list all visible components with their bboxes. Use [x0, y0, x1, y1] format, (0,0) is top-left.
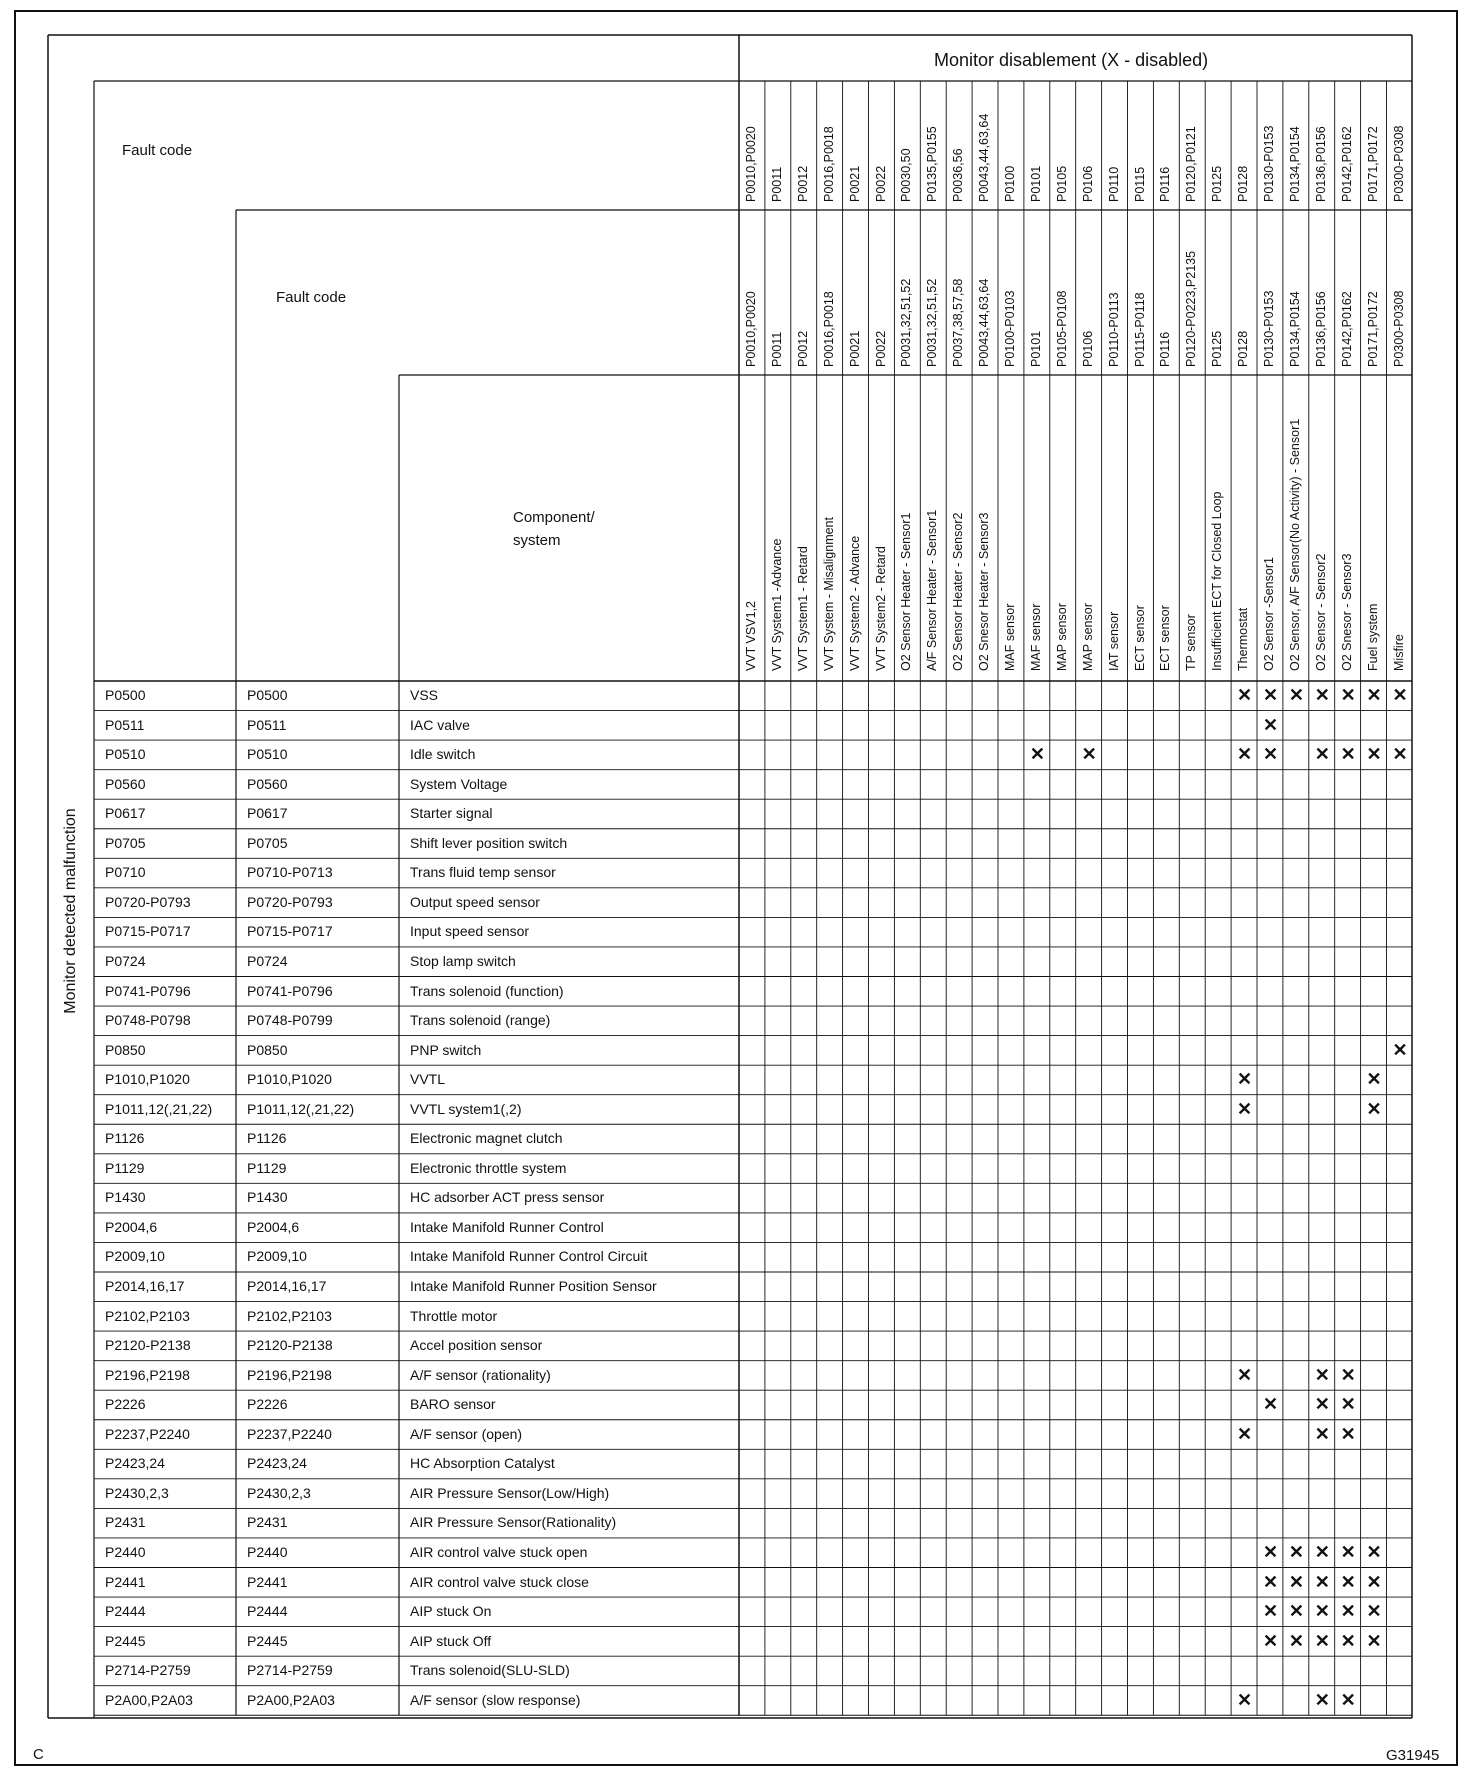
column-code-secondary: P0022 — [873, 330, 888, 367]
disabled-mark: ✕ — [1262, 1571, 1279, 1592]
row-fault-code-detail: P1129 — [247, 1159, 287, 1176]
fault-code-header-1: Fault code — [122, 142, 193, 159]
column-code-secondary: P0012 — [795, 330, 810, 367]
disabled-mark: ✕ — [1366, 1541, 1382, 1562]
row-fault-code-detail: P2226 — [247, 1396, 288, 1413]
row-fault-code-detail: P0510 — [247, 746, 288, 763]
row-component-name: VVTL — [410, 1071, 446, 1088]
row-fault-code-detail: P0741-P0796 — [247, 982, 333, 999]
disabled-mark: ✕ — [1237, 1689, 1253, 1710]
row-component-name: Intake Manifold Runner Control Circuit — [410, 1248, 648, 1265]
disabled-mark: ✕ — [1237, 1423, 1253, 1444]
row-fault-code-detail: P1126 — [247, 1130, 287, 1147]
disabled-mark: ✕ — [1340, 1541, 1356, 1562]
column-code-secondary: P0120-P0223,P2135 — [1184, 250, 1199, 367]
disabled-mark: ✕ — [1366, 1069, 1382, 1090]
figure-frame — [14, 10, 1458, 1766]
row-fault-code: P2445 — [105, 1632, 146, 1649]
column-code-secondary: P0105-P0108 — [1054, 290, 1069, 367]
row-component-name: VSS — [410, 687, 439, 703]
column-component-name: O2 Snesor Heater - Sensor3 — [977, 512, 992, 671]
row-component-name: AIR Pressure Sensor(Low/High) — [410, 1484, 610, 1501]
row-fault-code-detail: P0705 — [247, 834, 288, 851]
column-code-primary: P0030,50 — [899, 148, 914, 202]
row-fault-code-detail: P0560 — [247, 775, 288, 792]
disabled-mark: ✕ — [1366, 1601, 1382, 1622]
row-fault-code: P2004,6 — [105, 1218, 158, 1235]
disabled-mark: ✕ — [1262, 714, 1279, 735]
row-fault-code-detail: P2014,16,17 — [247, 1278, 327, 1294]
disabled-mark: ✕ — [1340, 1394, 1356, 1415]
row-component-name: AIR Pressure Sensor(Rationality) — [410, 1514, 617, 1531]
row-fault-code: P2430,2,3 — [105, 1484, 169, 1501]
footer-section-letter: C — [33, 1746, 44, 1763]
column-code-secondary: P0136,P0156 — [1313, 291, 1328, 367]
row-fault-code-detail: P2237,P2240 — [247, 1425, 332, 1442]
row-fault-code: P0500 — [105, 687, 146, 703]
column-component-name: MAF sensor — [1028, 603, 1043, 671]
row-component-name: AIR control valve stuck close — [410, 1573, 589, 1590]
monitor-detected-malfunction-label: Monitor detected malfunction — [62, 808, 79, 1014]
column-component-name: O2 Sensor, A/F Sensor(No Activity) - Sensor1 — [1287, 418, 1302, 671]
disabled-mark: ✕ — [1314, 1689, 1330, 1710]
row-fault-code-detail: P0617 — [247, 805, 288, 822]
row-component-name: AIR control valve stuck open — [410, 1543, 588, 1560]
column-code-secondary: P0125 — [1210, 330, 1225, 367]
row-fault-code: P0560 — [105, 775, 146, 792]
disabled-mark: ✕ — [1237, 1364, 1253, 1385]
column-code-secondary: P0031,32,51,52 — [925, 278, 940, 367]
row-fault-code: P0720-P0793 — [105, 893, 191, 910]
column-code-primary: P0134,P0154 — [1287, 126, 1302, 202]
column-code-primary: P0021 — [847, 165, 862, 202]
row-fault-code: P2444 — [105, 1603, 146, 1620]
row-component-name: System Voltage — [410, 775, 508, 792]
fault-code-header-2: Fault code — [276, 289, 347, 306]
column-code-primary: P0142,P0162 — [1339, 126, 1354, 202]
disabled-mark: ✕ — [1366, 1571, 1382, 1592]
disabled-mark: ✕ — [1340, 1364, 1356, 1385]
column-component-name: ECT sensor — [1158, 605, 1173, 671]
row-fault-code-detail: P0850 — [247, 1041, 288, 1058]
row-fault-code: P0850 — [105, 1041, 146, 1058]
row-component-name: HC adsorber ACT press sensor — [410, 1189, 605, 1206]
row-component-name: Starter signal — [410, 805, 493, 822]
disabled-mark: ✕ — [1237, 1098, 1253, 1119]
disabled-mark: ✕ — [1288, 1571, 1304, 1592]
disabled-mark: ✕ — [1366, 1098, 1382, 1119]
disabled-mark: ✕ — [1314, 1630, 1330, 1651]
row-component-name: A/F sensor (open) — [410, 1425, 523, 1442]
row-component-name: Output speed sensor — [410, 893, 540, 910]
column-code-primary: P0100 — [1003, 165, 1017, 202]
column-component-name: VVT System1 -Advance — [769, 538, 784, 671]
monitor-disablement-title: Monitor disablement (X - disabled) — [934, 50, 1209, 70]
column-code-primary: P0115 — [1132, 166, 1147, 202]
disabled-mark: ✕ — [1392, 744, 1408, 765]
row-component-name: Intake Manifold Runner Position Sensor — [410, 1278, 657, 1294]
column-component-name: TP sensor — [1184, 614, 1199, 671]
column-code-secondary: P0016,P0018 — [821, 291, 836, 367]
row-component-name: Shift lever position switch — [410, 834, 568, 851]
column-component-name: Thermostat — [1236, 607, 1251, 671]
disabled-mark: ✕ — [1314, 1571, 1330, 1592]
row-fault-code-detail: P0715-P0717 — [247, 923, 333, 940]
row-component-name: Trans fluid temp sensor — [410, 864, 556, 881]
row-fault-code: P2440 — [105, 1543, 146, 1560]
column-component-name: VVT System2 - Retard — [873, 546, 888, 671]
row-component-name: Idle switch — [410, 746, 476, 763]
row-fault-code-detail: P1430 — [247, 1189, 288, 1206]
row-component-name: Accel position sensor — [410, 1337, 543, 1354]
column-code-secondary: P0101 — [1028, 330, 1043, 367]
row-fault-code: P2A00,P2A03 — [105, 1691, 193, 1708]
disabled-mark: ✕ — [1366, 1630, 1382, 1651]
column-code-primary: P0105 — [1054, 165, 1069, 202]
disabled-mark: ✕ — [1237, 1069, 1253, 1090]
disabled-mark: ✕ — [1314, 1601, 1330, 1622]
column-code-primary: P0135,P0155 — [925, 126, 940, 202]
column-component-name: O2 Sensor Heater - Sensor1 — [899, 512, 914, 671]
row-fault-code-detail: P2120-P2138 — [247, 1337, 333, 1354]
row-fault-code: P0715-P0717 — [105, 923, 191, 940]
row-fault-code: P2014,16,17 — [105, 1278, 185, 1294]
column-component-name: VVT System - Misalignment — [821, 517, 836, 671]
disabled-mark: ✕ — [1262, 1541, 1279, 1562]
disabled-mark: ✕ — [1314, 1394, 1330, 1415]
row-fault-code-detail: P2445 — [247, 1632, 288, 1649]
column-code-primary: P0106 — [1080, 165, 1095, 202]
row-fault-code-detail: P2423,24 — [247, 1455, 307, 1472]
disabled-mark: ✕ — [1262, 1630, 1279, 1651]
column-code-primary: P0136,P0156 — [1313, 126, 1328, 202]
disabled-mark: ✕ — [1288, 1630, 1304, 1651]
column-code-secondary: P0130-P0153 — [1262, 290, 1276, 367]
disabled-mark: ✕ — [1237, 744, 1253, 765]
row-fault-code-detail: P2444 — [247, 1603, 288, 1620]
row-fault-code: P2120-P2138 — [105, 1337, 191, 1354]
disabled-mark: ✕ — [1314, 685, 1330, 705]
column-code-primary: P0128 — [1236, 165, 1251, 202]
row-fault-code: P2237,P2240 — [105, 1425, 190, 1442]
column-code-primary: P0110 — [1106, 166, 1121, 202]
row-component-name: VVTL system1(,2) — [410, 1100, 522, 1117]
row-fault-code-detail: P1010,P1020 — [247, 1071, 332, 1088]
column-code-secondary: P0134,P0154 — [1287, 291, 1302, 367]
column-code-secondary: P0031,32,51,52 — [899, 278, 914, 367]
row-fault-code-detail: P0748-P0799 — [247, 1012, 333, 1029]
row-component-name: AIP stuck Off — [410, 1632, 492, 1649]
disabled-mark: ✕ — [1262, 744, 1279, 765]
column-code-primary: P0120,P0121 — [1184, 126, 1199, 202]
disabled-mark: ✕ — [1392, 685, 1408, 705]
row-fault-code: P0510 — [105, 746, 146, 763]
row-fault-code-detail: P2A00,P2A03 — [247, 1691, 335, 1708]
column-code-primary: P0016,P0018 — [821, 126, 836, 202]
row-component-name: Throttle motor — [410, 1307, 498, 1324]
row-fault-code-detail: P0710-P0713 — [247, 864, 333, 881]
row-component-name: Trans solenoid (function) — [410, 982, 564, 999]
column-code-secondary: P0100-P0103 — [1003, 290, 1017, 367]
column-code-primary: P0036,56 — [951, 148, 966, 202]
disabled-mark: ✕ — [1262, 1601, 1279, 1622]
row-fault-code-detail: P2430,2,3 — [247, 1484, 311, 1501]
column-component-name: O2 Sensor Heater - Sensor2 — [951, 512, 966, 671]
column-code-primary: P0101 — [1028, 165, 1043, 202]
column-code-secondary: P0115-P0118 — [1132, 292, 1147, 367]
column-code-secondary: P0011 — [769, 331, 784, 367]
row-fault-code-detail: P2440 — [247, 1543, 288, 1560]
row-component-name: Intake Manifold Runner Control — [410, 1218, 604, 1235]
column-code-secondary: P0128 — [1236, 330, 1251, 367]
row-fault-code: P1430 — [105, 1189, 146, 1206]
row-fault-code: P2431 — [105, 1514, 146, 1531]
disabled-mark: ✕ — [1029, 744, 1045, 765]
column-code-secondary: P0171,P0172 — [1365, 291, 1380, 367]
column-component-name: MAP sensor — [1080, 603, 1095, 671]
row-fault-code-detail: P0724 — [247, 952, 288, 969]
row-fault-code: P2714-P2759 — [105, 1662, 191, 1679]
column-component-name: IAT sensor — [1106, 611, 1121, 671]
row-fault-code: P2102,P2103 — [105, 1307, 190, 1324]
column-code-primary: P0011 — [769, 166, 784, 202]
disabled-mark: ✕ — [1366, 685, 1382, 705]
disabled-mark: ✕ — [1340, 1571, 1356, 1592]
row-component-name: BARO sensor — [410, 1396, 496, 1413]
row-fault-code: P1126 — [105, 1130, 145, 1147]
row-fault-code: P0705 — [105, 834, 146, 851]
column-component-name: MAP sensor — [1054, 603, 1069, 671]
row-component-name: Input speed sensor — [410, 923, 530, 940]
row-fault-code: P2226 — [105, 1396, 146, 1413]
disabled-mark: ✕ — [1314, 1541, 1330, 1562]
row-fault-code-detail: P0500 — [247, 687, 288, 703]
row-component-name: Electronic magnet clutch — [410, 1130, 563, 1147]
footer-figure-id: G31945 — [1386, 1747, 1440, 1764]
disabled-mark: ✕ — [1392, 1039, 1408, 1060]
column-component-name: O2 Sensor - Sensor2 — [1313, 553, 1328, 671]
disabled-mark: ✕ — [1314, 744, 1330, 765]
column-component-name: Misfire — [1391, 634, 1406, 671]
row-fault-code: P0710 — [105, 864, 146, 881]
row-fault-code-detail: P0511 — [247, 716, 287, 733]
row-fault-code: P0617 — [105, 805, 146, 822]
row-fault-code-detail: P2009,10 — [247, 1248, 307, 1265]
column-component-name: VVT System1 - Retard — [795, 546, 810, 671]
row-fault-code: P2196,P2198 — [105, 1366, 190, 1383]
component-header-line-2: system — [513, 532, 561, 549]
column-code-primary: P0022 — [873, 165, 888, 202]
column-component-name: ECT sensor — [1132, 605, 1147, 671]
column-component-name: VVT VSV1,2 — [744, 601, 758, 671]
disabled-mark: ✕ — [1081, 744, 1097, 765]
disabled-mark: ✕ — [1340, 1689, 1356, 1710]
disabled-mark: ✕ — [1366, 744, 1382, 765]
column-code-primary: P0116 — [1158, 166, 1173, 202]
column-code-secondary: P0010,P0020 — [744, 291, 758, 367]
row-component-name: AIP stuck On — [410, 1603, 492, 1620]
row-fault-code: P0724 — [105, 952, 146, 969]
row-fault-code-detail: P0720-P0793 — [247, 893, 333, 910]
row-component-name: Trans solenoid (range) — [410, 1012, 551, 1029]
column-component-name: MAF sensor — [1003, 603, 1017, 671]
row-fault-code: P2423,24 — [105, 1455, 165, 1472]
column-code-secondary: P0106 — [1080, 330, 1095, 367]
disabled-mark: ✕ — [1340, 744, 1356, 765]
disabled-mark: ✕ — [1262, 685, 1279, 705]
row-fault-code: P0511 — [105, 716, 145, 733]
disabled-mark: ✕ — [1340, 1601, 1356, 1622]
row-component-name: HC Absorption Catalyst — [410, 1455, 555, 1472]
column-component-name: Insufficient ECT for Closed Loop — [1210, 491, 1225, 671]
row-fault-code-detail: P1011,12(,21,22) — [247, 1100, 355, 1117]
column-component-name: O2 Sensor -Sensor1 — [1262, 557, 1276, 671]
row-fault-code-detail: P2441 — [247, 1573, 288, 1590]
row-fault-code-detail: P2714-P2759 — [247, 1662, 333, 1679]
row-fault-code-detail: P2196,P2198 — [247, 1366, 332, 1383]
column-component-name: A/F Sensor Heater - Sensor1 — [925, 509, 940, 671]
column-code-primary: P0300-P0308 — [1391, 125, 1406, 202]
column-code-secondary: P0043,44,63,64 — [977, 278, 992, 367]
disabled-mark: ✕ — [1262, 1394, 1279, 1415]
row-fault-code-detail: P2431 — [247, 1514, 288, 1531]
disabled-mark: ✕ — [1237, 685, 1253, 705]
row-fault-code: P0741-P0796 — [105, 982, 191, 999]
disabled-mark: ✕ — [1340, 685, 1356, 705]
column-code-secondary: P0021 — [847, 330, 862, 367]
column-code-primary: P0010,P0020 — [744, 126, 758, 202]
column-component-name: VVT System2 - Advance — [847, 535, 862, 671]
row-fault-code: P1010,P1020 — [105, 1071, 190, 1088]
column-component-name: O2 Snesor - Sensor3 — [1339, 553, 1354, 671]
row-fault-code: P2009,10 — [105, 1248, 165, 1265]
disabled-mark: ✕ — [1314, 1423, 1330, 1444]
row-component-name: A/F sensor (slow response) — [410, 1691, 581, 1708]
row-fault-code: P2441 — [105, 1573, 146, 1590]
column-code-primary: P0125 — [1210, 165, 1225, 202]
column-component-name: Fuel system — [1365, 603, 1380, 671]
column-code-primary: P0171,P0172 — [1365, 126, 1380, 202]
disabled-mark: ✕ — [1340, 1423, 1356, 1444]
row-fault-code-detail: P2102,P2103 — [247, 1307, 332, 1324]
row-component-name: PNP switch — [410, 1041, 482, 1058]
row-component-name: A/F sensor (rationality) — [410, 1366, 551, 1383]
disabled-mark: ✕ — [1288, 685, 1304, 705]
disabled-mark: ✕ — [1288, 1601, 1304, 1622]
row-component-name: Stop lamp switch — [410, 952, 516, 969]
disabled-mark: ✕ — [1288, 1541, 1304, 1562]
row-component-name: Electronic throttle system — [410, 1159, 567, 1176]
row-fault-code: P1129 — [105, 1159, 145, 1176]
column-code-secondary: P0142,P0162 — [1339, 291, 1354, 367]
column-code-secondary: P0300-P0308 — [1391, 290, 1406, 367]
column-code-primary: P0130-P0153 — [1262, 125, 1276, 202]
row-fault-code-detail: P2004,6 — [247, 1218, 300, 1235]
row-fault-code: P0748-P0798 — [105, 1012, 191, 1029]
column-code-primary: P0043,44,63,64 — [977, 113, 992, 202]
column-code-secondary: P0110-P0113 — [1106, 292, 1121, 367]
column-code-secondary: P0116 — [1158, 331, 1173, 367]
disabled-mark: ✕ — [1314, 1364, 1330, 1385]
component-header-line-1: Component/ — [513, 509, 595, 526]
row-component-name: Trans solenoid(SLU-SLD) — [410, 1662, 570, 1679]
disabled-mark: ✕ — [1340, 1630, 1356, 1651]
column-code-secondary: P0037,38,57,58 — [951, 278, 966, 367]
column-code-primary: P0012 — [795, 165, 810, 202]
row-component-name: IAC valve — [410, 716, 470, 733]
row-fault-code: P1011,12(,21,22) — [105, 1100, 213, 1117]
table-grid — [16, 12, 1456, 1764]
